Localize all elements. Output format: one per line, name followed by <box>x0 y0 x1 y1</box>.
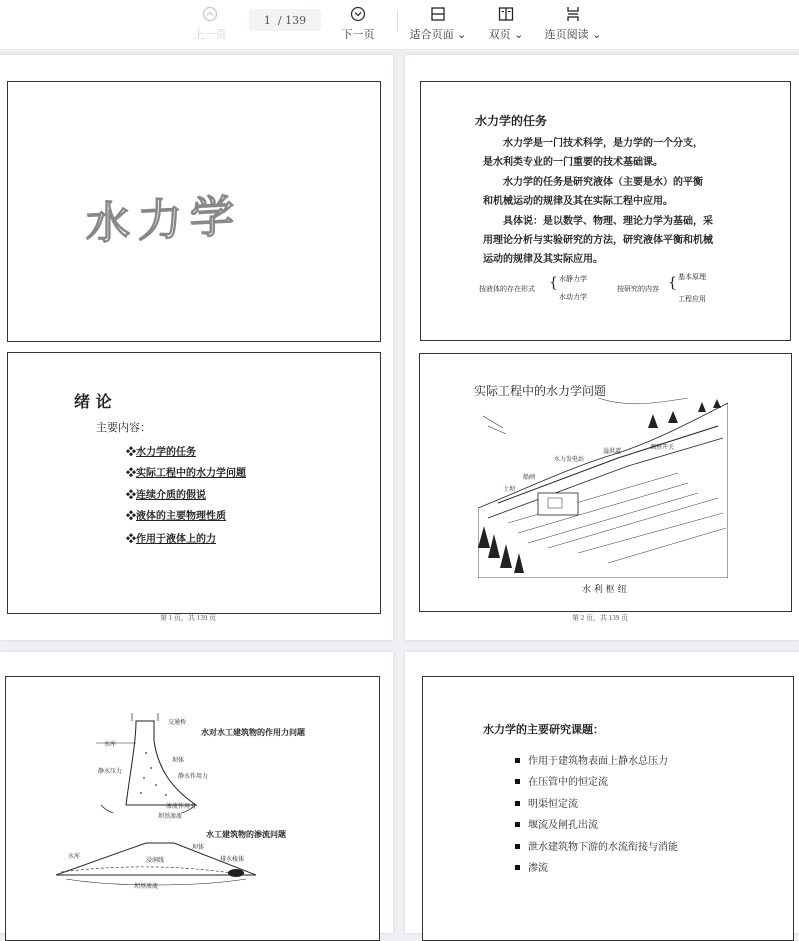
slide-tasks <box>420 81 791 341</box>
brace-glyph: { <box>549 275 558 291</box>
toc-item: ❖水力学的任务 <box>126 447 196 458</box>
classification-label: 按液体的存在形式 <box>479 285 535 293</box>
classification-item: 水动力学 <box>559 293 587 301</box>
paragraph-line: 和机械运动的规律及其在实际工程中应用。 <box>483 196 673 207</box>
fit-page-icon <box>408 4 468 24</box>
diagram-label: 静水作用力 <box>178 773 209 780</box>
classification-label: 按研究的内容 <box>617 285 659 293</box>
next-page-label: 下一页 <box>341 28 375 41</box>
chevron-up-icon <box>190 4 230 24</box>
fit-page-label: 适合页面 <box>409 28 454 41</box>
illustration-label: 土坝 <box>503 486 516 493</box>
diagram-label: 静水压力 <box>98 768 123 775</box>
next-page-button[interactable] <box>338 4 378 42</box>
hydro-project-illustration <box>478 398 728 578</box>
classification-item: 基本原理 <box>678 273 706 281</box>
slide-engineering-problems <box>419 353 792 612</box>
fit-page-button[interactable]: 适合页面 ⌄ <box>408 4 468 42</box>
diagram-label: 水库 <box>104 741 117 748</box>
double-page-label: 双页 <box>488 28 511 41</box>
reader-toolbar <box>0 0 799 50</box>
classification-item: 工程应用 <box>678 295 706 303</box>
diagram-label: 水库 <box>68 853 81 860</box>
slide-heading: 实际工程中的水力学问题 <box>474 384 607 398</box>
paragraph-line: 用理论分析与实验研究的方法，研究液体平衡和机械 <box>483 235 713 246</box>
toolbar-divider <box>397 10 398 32</box>
double-page-icon <box>486 4 526 24</box>
continuous-read-icon <box>543 4 603 24</box>
diagram-label: 渗流作用力 <box>166 803 197 810</box>
illustration-label: 船闸 <box>523 474 536 481</box>
diagram-label: 排水棱体 <box>220 856 245 863</box>
toc-item: ❖连续介质的假说 <box>126 490 206 501</box>
prev-page-label: 上一页 <box>193 28 227 41</box>
dam-force-diagram <box>96 713 209 813</box>
document-page-left-2 <box>0 652 393 933</box>
brace-glyph: { <box>668 275 677 291</box>
diagram-label: 坝基渗流 <box>134 883 159 890</box>
slide-forces-seepage <box>5 676 380 941</box>
current-page: 1 <box>263 13 271 27</box>
slide-heading: 水力学的任务 <box>475 114 548 128</box>
list-item: 作用于建筑物表面上静水总压力 <box>515 752 668 767</box>
list-item: 堰流及闸孔出流 <box>515 816 598 831</box>
list-item: 在压管中的恒定流 <box>515 773 608 788</box>
page-number-input[interactable] <box>249 9 321 31</box>
paragraph-line: 运动的规律及其实际应用。 <box>483 254 603 265</box>
section-title: 水工建筑物的渗流问题 <box>206 829 286 839</box>
diagram-label: 浸润线 <box>146 857 165 864</box>
illustration-label: 溢洪道 <box>603 448 622 455</box>
diagram-label: 交通桥 <box>168 719 187 726</box>
diagram-label: 坝体 <box>172 757 185 764</box>
page-footer: 第 2 页，共 139 页 <box>572 614 628 622</box>
toc-item: ❖液体的主要物理性质 <box>126 511 226 522</box>
continuous-read-label: 连页阅读 <box>544 28 589 41</box>
toc-item: ❖实际工程中的水力学问题 <box>126 468 246 479</box>
document-page-right <box>405 55 799 640</box>
document-page-left <box>0 55 393 640</box>
paragraph-line: 是水利类专业的一门重要的技术基础课。 <box>483 157 663 168</box>
slide-research-topics <box>422 676 794 941</box>
slide-heading: 绪 论 <box>74 392 112 411</box>
classification-item: 水静力学 <box>559 275 587 283</box>
total-pages: / 139 <box>277 13 307 27</box>
document-page-right-2 <box>405 652 799 933</box>
list-item: 泄水建筑物下游的水流衔接与消能 <box>515 838 678 853</box>
slide-introduction <box>7 352 381 614</box>
paragraph-line: 具体说：是以数学、物理、理论力学为基础，采 <box>503 216 713 227</box>
illustration-label: 调整开关 <box>650 444 675 451</box>
prev-page-button[interactable] <box>190 4 230 42</box>
chevron-down-icon <box>338 4 378 24</box>
slide-title-text: 水力学 <box>86 190 242 251</box>
diagram-label: 坝基渗流 <box>158 813 183 820</box>
paragraph-line: 水力学的任务是研究液体（主要是水）的平衡 <box>503 177 703 188</box>
list-item: 渗流 <box>515 859 548 874</box>
illustration-label: 水力发电站 <box>554 456 585 463</box>
section-title: 水对水工建筑物的作用力问题 <box>201 727 305 737</box>
page-footer: 第 1 页，共 139 页 <box>160 614 216 622</box>
slide-heading: 水力学的主要研究课题： <box>483 723 604 736</box>
slide-title <box>7 81 381 342</box>
slide-subheading: 主要内容： <box>96 421 151 434</box>
double-page-button[interactable]: 双页 ⌄ <box>486 4 526 42</box>
illustration-caption: 水 利 枢 纽 <box>582 585 627 595</box>
diagram-label: 坝体 <box>192 844 205 851</box>
list-item: 明渠恒定流 <box>515 795 578 810</box>
paragraph-line: 水力学是一门技术科学，是力学的一个分支， <box>503 138 703 149</box>
toc-item: ❖作用于液体上的力 <box>126 534 216 545</box>
continuous-read-button[interactable]: 连页阅读 ⌄ <box>543 4 603 42</box>
